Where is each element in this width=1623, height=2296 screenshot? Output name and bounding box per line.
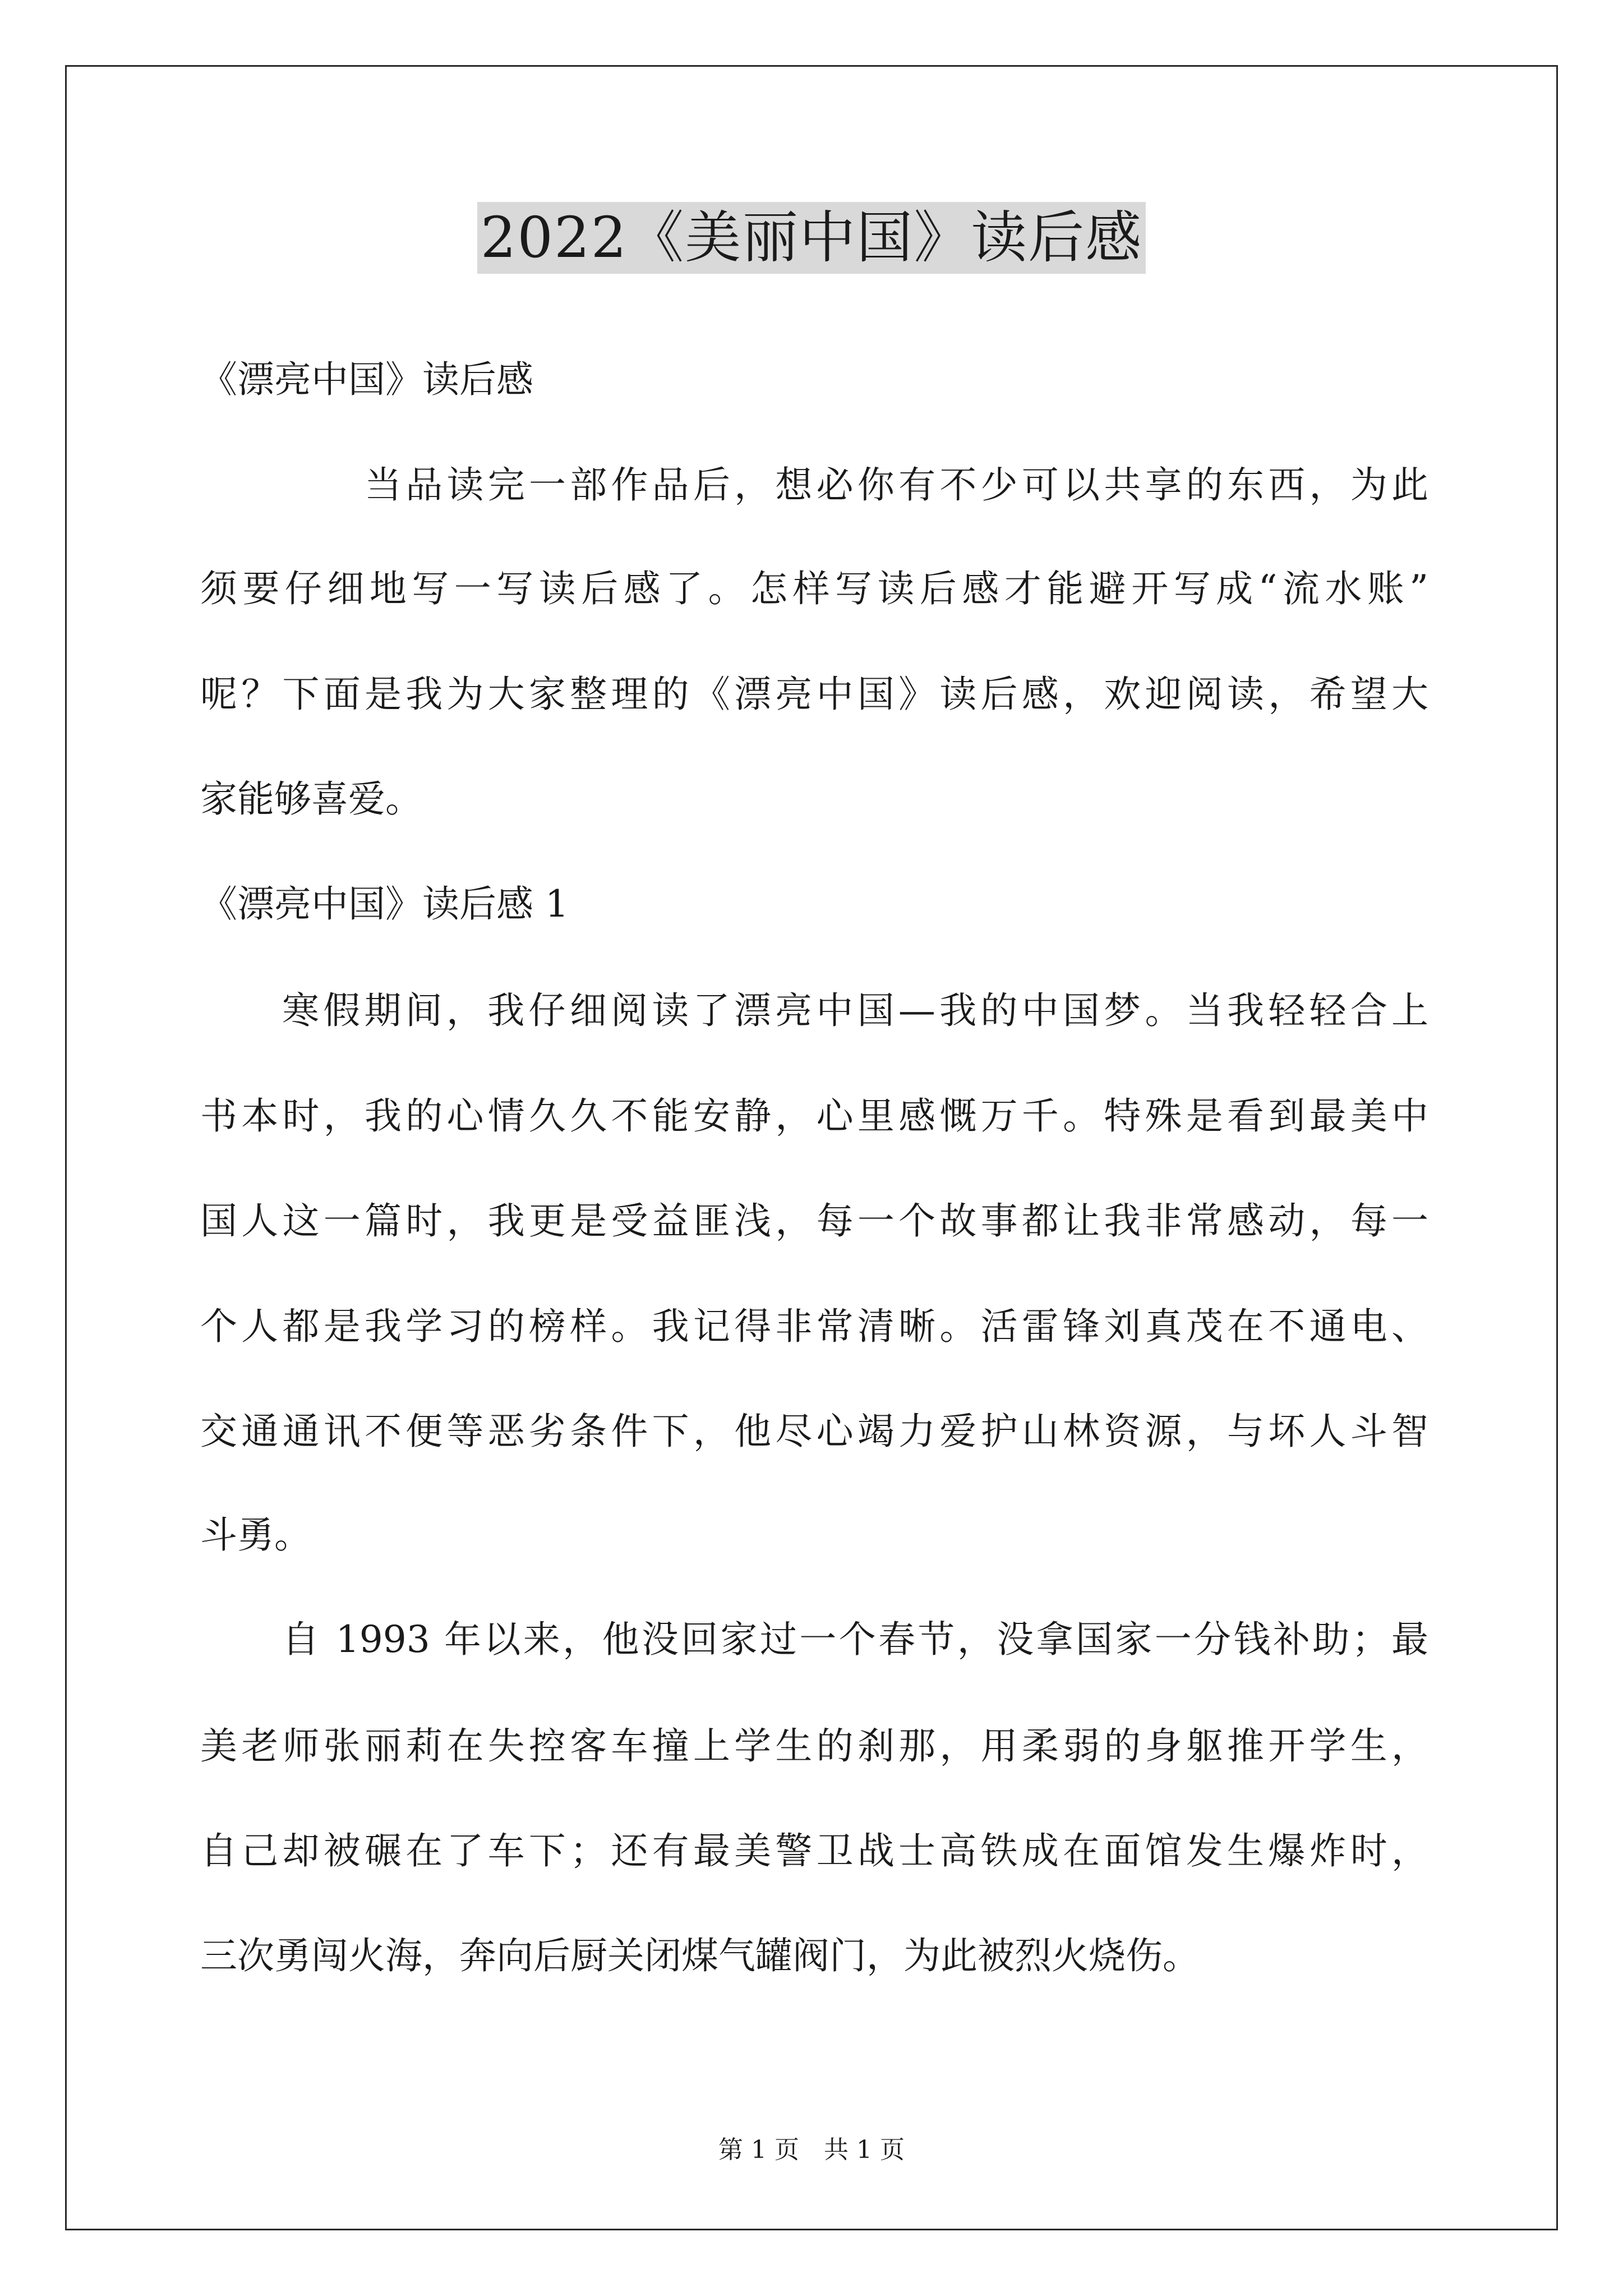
intro-line-1: 当品读完一部作品后，想必你有不少可以共享的东西，为此 bbox=[365, 463, 1428, 507]
paragraph2-line-4: 三次勇闯火海，奔向后厨关闭煤气罐阀门，为此被烈火烧伤。 bbox=[200, 1934, 1200, 1977]
paragraph2-line-1: 自 1993 年以来，他没回家过一个春节，没拿国家一分钱补助；最 bbox=[282, 1618, 1428, 1661]
paragraph1-line-2: 书本时，我的心情久久不能安静，心里感慨万千。特殊是看到最美中 bbox=[200, 1094, 1428, 1138]
title-container bbox=[0, 202, 1623, 274]
paragraph1-line-4: 个人都是我学习的榜样。我记得非常清晰。活雷锋刘真茂在不通电、 bbox=[200, 1305, 1428, 1348]
paragraph1-line-5: 交通通讯不便等恶劣条件下，他尽心竭力爱护山林资源，与坏人斗智 bbox=[200, 1410, 1428, 1453]
paragraph2-line-3: 自己却被碾在了车下；还有最美警卫战士高铁成在面馆发生爆炸时， bbox=[200, 1829, 1428, 1872]
intro-line-3: 呢？下面是我为大家整理的《漂亮中国》读后感，欢迎阅读，希望大 bbox=[200, 673, 1428, 716]
subtitle: 《漂亮中国》读后感 bbox=[200, 358, 533, 401]
intro-line-4: 家能够喜爱。 bbox=[200, 777, 422, 821]
paragraph1-line-1: 寒假期间，我仔细阅读了漂亮中国—我的中国梦。当我轻轻合上 bbox=[282, 989, 1428, 1032]
paragraph1-line-6: 斗勇。 bbox=[200, 1513, 311, 1557]
paragraph2-line-2: 美老师张丽莉在失控客车撞上学生的刹那，用柔弱的身躯推开学生， bbox=[200, 1724, 1428, 1768]
paragraph1-line-3: 国人这一篇时，我更是受益匪浅，每一个故事都让我非常感动，每一 bbox=[200, 1199, 1428, 1243]
intro-line-2: 须要仔细地写一写读后感了。怎样写读后感才能避开写成“流水账” bbox=[200, 567, 1428, 610]
section-heading: 《漂亮中国》读后感 1 bbox=[200, 882, 569, 926]
document-title: 2022《美丽中国》读后感 bbox=[477, 202, 1146, 274]
page-footer: 第 1 页 共 1 页 bbox=[718, 2136, 905, 2164]
